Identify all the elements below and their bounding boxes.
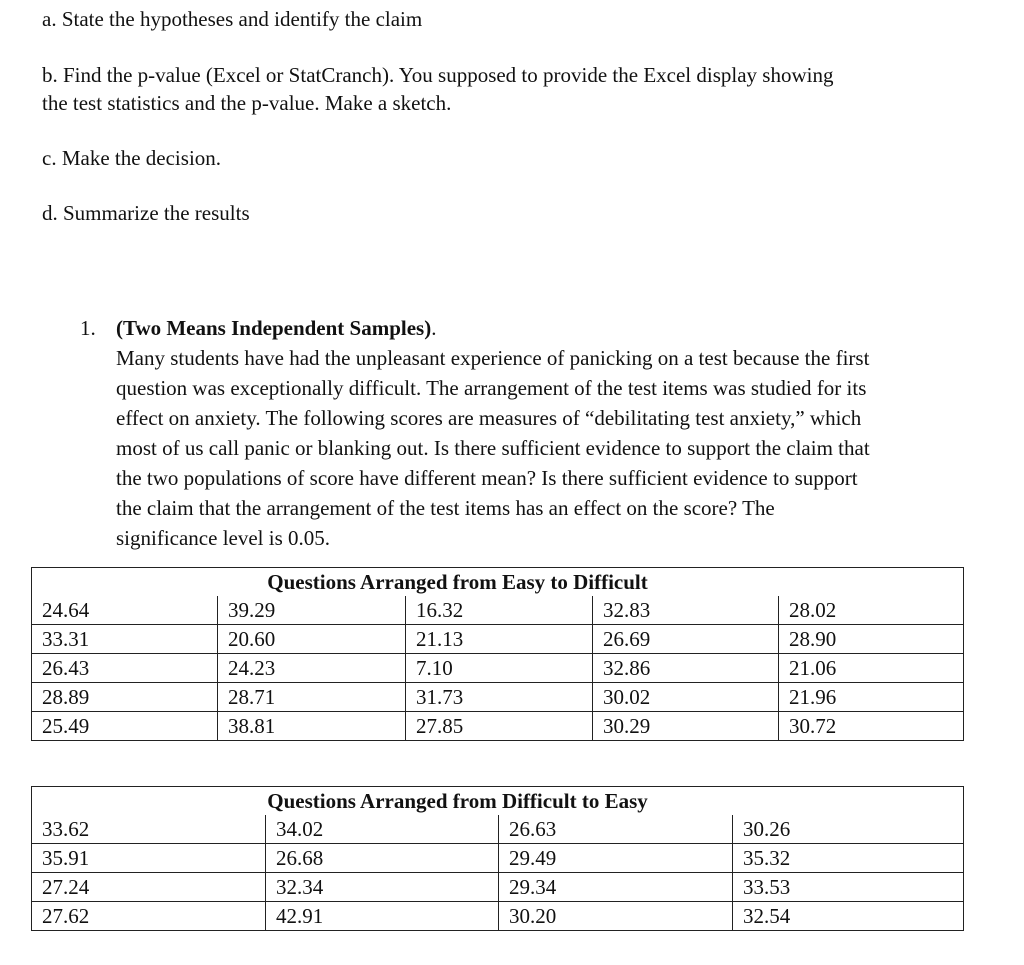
table-title: Questions Arranged from Difficult to Easy — [32, 787, 964, 816]
instruction-b-line2: the test statistics and the p-value. Make a sketch. — [42, 91, 452, 115]
table-cell: 26.68 — [266, 844, 499, 873]
table-cell: 21.96 — [779, 683, 964, 712]
table-cell: 21.06 — [779, 654, 964, 683]
table-cell: 38.81 — [218, 712, 406, 741]
table-cell: 29.49 — [499, 844, 733, 873]
table-cell: 33.31 — [32, 625, 218, 654]
table-cell: 30.29 — [593, 712, 779, 741]
table-cell: 7.10 — [406, 654, 593, 683]
table-cell: 42.91 — [266, 902, 499, 931]
table-cell: 27.62 — [32, 902, 266, 931]
problem-line: significance level is 0.05. — [116, 526, 331, 550]
table-row — [32, 873, 964, 902]
table-cell: 28.89 — [32, 683, 218, 712]
table-row — [32, 654, 964, 683]
instruction-d: d. Summarize the results — [42, 201, 250, 225]
table-cell: 30.02 — [593, 683, 779, 712]
problem-line: most of us call panic or blanking out. Is there sufficient evidence to support the claim that — [116, 436, 870, 460]
table-cell: 27.24 — [32, 873, 266, 902]
table-cell: 30.20 — [499, 902, 733, 931]
table-cell: 33.53 — [733, 873, 964, 902]
table-row — [32, 844, 964, 873]
table-cell: 28.71 — [218, 683, 406, 712]
problem-line: effect on anxiety. The following scores are measures of “debilitating test anxiety,” which — [116, 406, 862, 430]
table-cell: 30.26 — [733, 815, 964, 844]
table-title: Questions Arranged from Easy to Difficult — [32, 568, 964, 597]
table-cell: 24.23 — [218, 654, 406, 683]
table-cell: 24.64 — [32, 596, 218, 625]
table-row — [32, 815, 964, 844]
table-cell: 25.49 — [32, 712, 218, 741]
table-cell: 32.54 — [733, 902, 964, 931]
table-row — [32, 683, 964, 712]
table-cell: 39.29 — [218, 596, 406, 625]
table-cell: 32.34 — [266, 873, 499, 902]
table-row — [32, 625, 964, 654]
problem-heading — [116, 313, 436, 343]
table-difficult-to-easy — [31, 786, 964, 931]
problem-body — [116, 343, 980, 553]
table-cell: 33.62 — [32, 815, 266, 844]
table-row — [32, 902, 964, 931]
table-cell: 34.02 — [266, 815, 499, 844]
table-cell: 16.32 — [406, 596, 593, 625]
table-cell: 30.72 — [779, 712, 964, 741]
table-cell: 32.83 — [593, 596, 779, 625]
table-cell: 28.02 — [779, 596, 964, 625]
table-cell: 26.43 — [32, 654, 218, 683]
problem-line: the two populations of score have different mean? Is there sufficient evidence to support — [116, 466, 858, 490]
problem-line: question was exceptionally difficult. The arrangement of the test items was studied for its — [116, 376, 867, 400]
table-cell: 32.86 — [593, 654, 779, 683]
problem-number: 1. — [80, 316, 96, 340]
table-cell: 35.91 — [32, 844, 266, 873]
table-cell: 26.69 — [593, 625, 779, 654]
instruction-b-line1: b. Find the p-value (Excel or StatCranch). You supposed to provide the Excel display showing — [42, 63, 834, 87]
table-cell: 26.63 — [499, 815, 733, 844]
table-cell: 21.13 — [406, 625, 593, 654]
table-cell: 29.34 — [499, 873, 733, 902]
problem-title-suffix: . — [431, 316, 437, 340]
instruction-c: c. Make the decision. — [42, 146, 222, 170]
table-cell: 28.90 — [779, 625, 964, 654]
table-easy-to-difficult — [31, 567, 964, 741]
problem-line: the claim that the arrangement of the test items has an effect on the score? The — [116, 496, 775, 520]
problem-title: (Two Means Independent Samples) — [116, 316, 432, 340]
table-cell: 31.73 — [406, 683, 593, 712]
problem-line: Many students have had the unpleasant experience of panicking on a test because the first — [116, 346, 870, 370]
table-cell: 35.32 — [733, 844, 964, 873]
instruction-a: a. State the hypotheses and identify the claim — [42, 7, 423, 31]
table-cell: 27.85 — [406, 712, 593, 741]
table-row — [32, 712, 964, 741]
table-row — [32, 596, 964, 625]
table-cell: 20.60 — [218, 625, 406, 654]
